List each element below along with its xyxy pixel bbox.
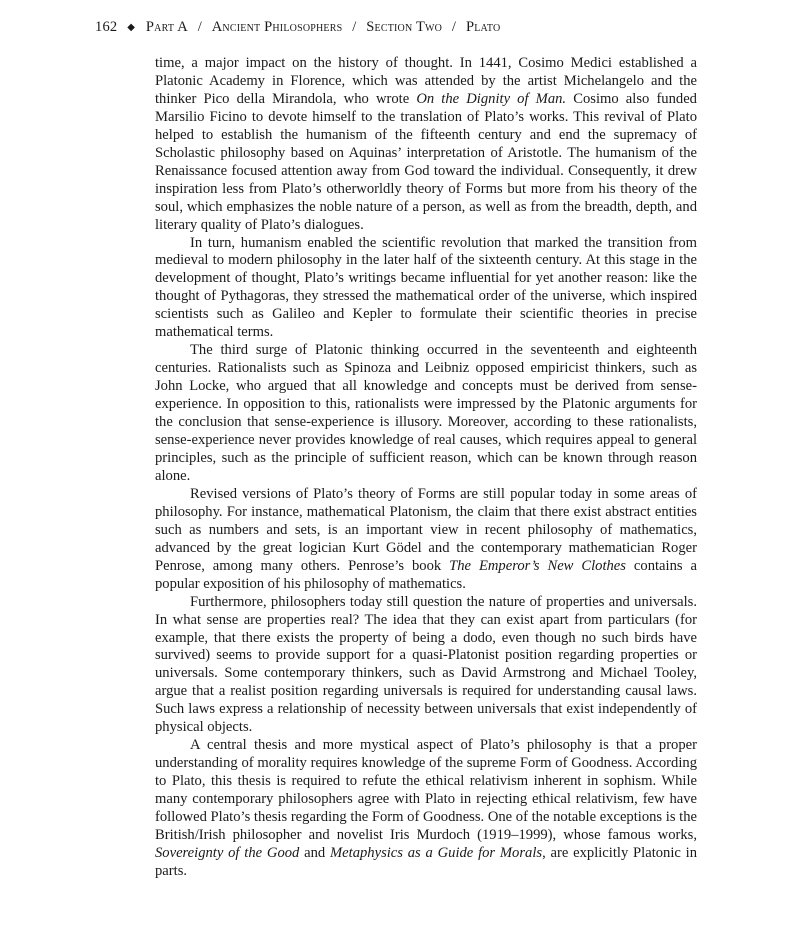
header-separator: / bbox=[352, 19, 357, 35]
paragraph-text: A central thesis and more mystical aspect of Plato’s philosophy is that a proper understanding of morality requires knowledge of the supreme Form of Goodness. According to Plato, this thesis is required to refute the ethical relativism inherent in sophism. While many contemporary philosophers agree with Plato in rejecting ethical relativism, few have followed Plato’s thesis regarding the Form of Goodness. One of the notable exceptions is the British/Irish philosopher and novelist Iris Murdoch (1919–1999), whose famous works, bbox=[155, 737, 697, 843]
running-head bbox=[95, 17, 500, 39]
body-text bbox=[155, 55, 697, 881]
paragraph bbox=[155, 486, 697, 594]
paragraph bbox=[155, 342, 697, 486]
paragraph bbox=[155, 55, 697, 235]
paragraph-text: In turn, humanism enabled the scientific revolution that marked the transition from medieval to modern philosophy in the later half of the sixteenth century. At this stage in the development of thought, Plato’s writings became influential for yet another reason: like the thought of Pythagoras, they stressed the mathematical order of the universe, which inspired scientists such as Galileo and Kepler to formulate their scientific theories in precise mathematical terms. bbox=[155, 234, 697, 341]
paragraph-text: Revised versions of Plato’s theory of Forms are still popular today in some areas of philosophy. For instance, mathematical Platonism, the claim that there exist abstract entities such as numbers and sets, is an important view in recent philosophy of mathematics, advanced by the great logician Kurt Gödel and the contemporary mathematician Roger Penrose, among many others. Penrose’s book bbox=[155, 485, 697, 574]
header-separator: / bbox=[197, 19, 202, 35]
paragraph-text: The third surge of Platonic thinking occurred in the seventeenth and eighteenth centuries. Rationalists such as Spinoza and Leibniz opposed empiricist thinkers, such as John Locke, who argued that all knowledge and concepts must be derived from sense-experience. In opposition to this, rationalists were impressed by the Platonic arguments for the conclusion that sense-experience is illusory. Moreover, according to these rationalists, sense-experience never provides knowledge of real causes, which requires appeal to general principles, such as the principle of sufficient reason, which can be known through reason alone. bbox=[155, 342, 697, 484]
header-section: Section Two bbox=[366, 19, 443, 35]
paragraph-text: time, a major impact on the history of thought. In 1441, Cosimo Medici established a Platonic Academy in Florence, which was attended by the artist Michelangelo and the thinker Pico della Mirandola, who wrote bbox=[155, 55, 697, 107]
paragraph-text: , are explicitly Platonic in parts. bbox=[155, 844, 698, 879]
paragraph-text: Furthermore, philosophers today still question the nature of properties and universals. In what sense are properties real? The idea that they can exist apart from particulars (for example, that there exists the property of being a dodo, even though no such birds have survived) seems to provide support for a quasi-Platonist position regarding properties or universals. Some contemporary thinkers, such as David Armstrong and Michael Tooley, argue that a realist position regarding universals is required for understanding causal laws. Such laws express a relationship of necessity between universals that exist independently of physical objects. bbox=[155, 593, 697, 736]
italic-title: Sovereignty of the Good bbox=[155, 844, 300, 861]
header-philosopher: Plato bbox=[465, 19, 501, 35]
page-number: 162 bbox=[95, 19, 118, 35]
diamond-bullet-icon: ◆ bbox=[127, 22, 136, 33]
italic-title: The Emperor’s New Clothes bbox=[449, 557, 626, 574]
paragraph bbox=[155, 737, 697, 881]
paragraph-text: and bbox=[299, 844, 331, 861]
header-separator: / bbox=[451, 19, 457, 35]
header-part: Part A bbox=[145, 19, 188, 35]
paragraph-text: Cosimo also funded Marsilio Ficino to devote himself to the translation of Plato’s works. This revival of Plato helped to establish the humanism of the fifteenth century and end the supremacy of Scholastic philosophy based on Aquinas’ interpretation of Aristotle. The humanism of the Renaissance focused attention away from God toward the individual. Consequently, it drew inspiration less from Plato’s otherworldly theory of Forms but more from his theory of the soul, which emphasizes the noble nature of a person, as well as from the breadth, depth, and literary quality of Plato’s dialogues. bbox=[155, 90, 697, 233]
paragraph bbox=[155, 235, 697, 343]
paragraph-text: contains a popular exposition of his philosophy of mathematics. bbox=[155, 557, 697, 592]
header-category: Ancient Philosophers bbox=[211, 19, 343, 35]
italic-title: On the Dignity of Man. bbox=[416, 90, 567, 107]
italic-title: Metaphysics as a Guide for Morals bbox=[330, 844, 543, 861]
paragraph bbox=[155, 594, 697, 738]
